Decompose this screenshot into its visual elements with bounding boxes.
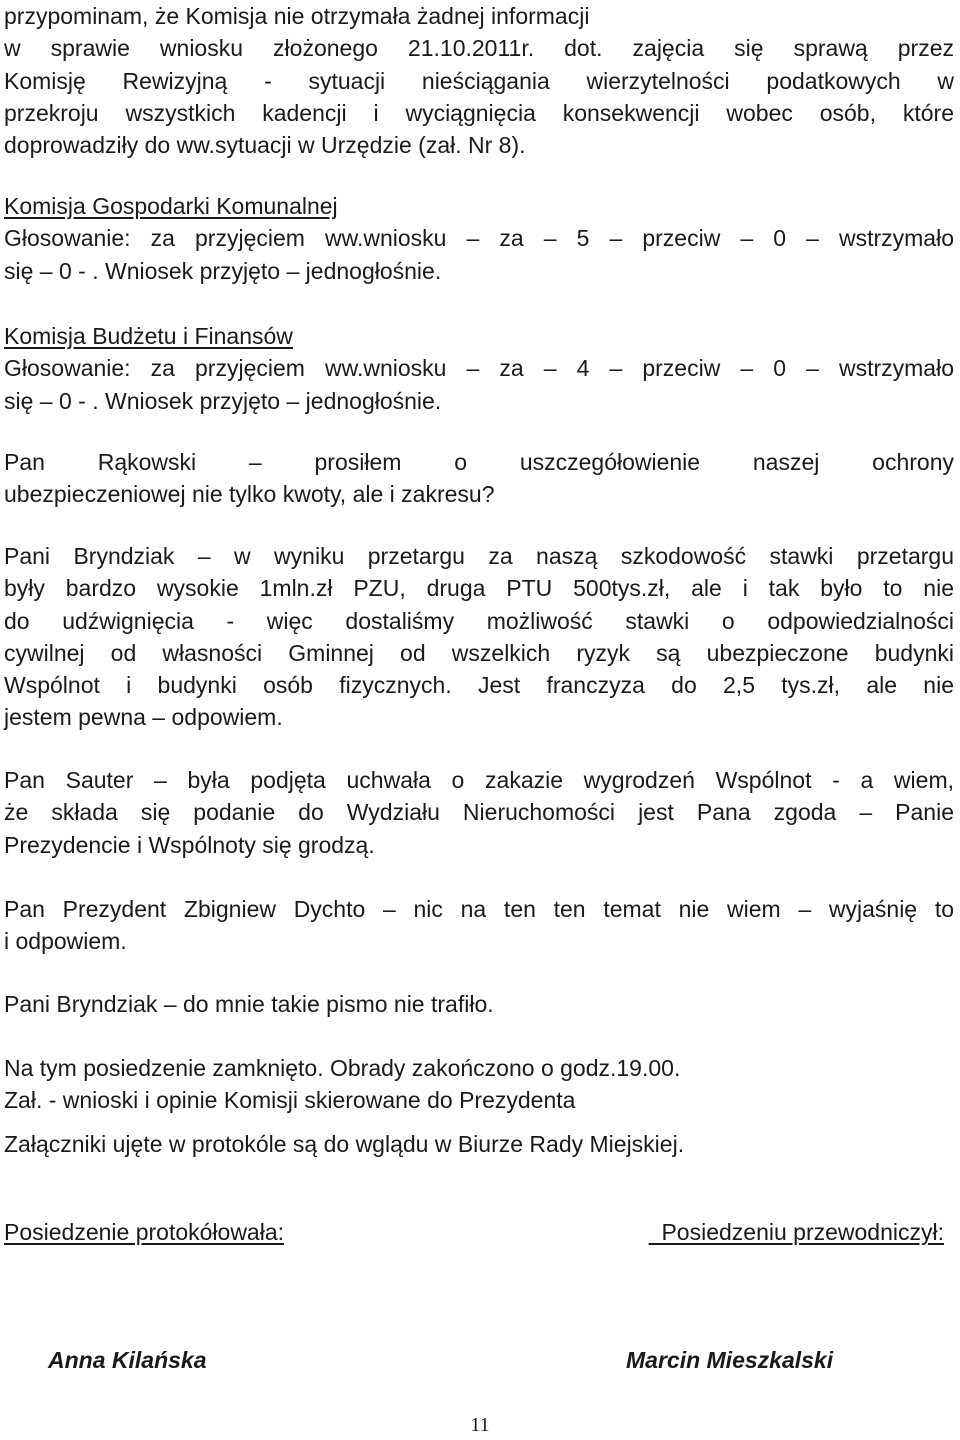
signature-label-left: Posiedzenie protokółowała: [4,1219,285,1245]
text-line: przypominam, że Komisja nie otrzymała żadnej informacji [4,3,590,29]
text-line: cywilnej od własności Gminnej od wszelkich ryzyk są ubezpieczone budynki [4,639,954,666]
text-line: do udźwignięcia - więc dostaliśmy możliwość stawki o odpowiedzialności [4,607,954,634]
section-heading: Komisja Gospodarki Komunalnej [4,193,338,219]
text-line: się – 0 - . Wniosek przyjęto – jednogłośnie. [4,257,442,284]
text-line: się – 0 - . Wniosek przyjęto – jednogłośnie. [4,387,442,414]
paragraph-vote-budget [4,320,954,417]
text-line: przekroju wszystkich kadencji i wyciągnięcia konsekwencji wobec osób, które [4,99,954,126]
text-line: Pan Rąkowski – prosiłem o uszczegółowienie naszej ochrony [4,449,954,475]
text-line: Prezydencie i Wspólnoty się grodzą. [4,831,375,858]
text-line: Wspólnot i budynki osób fizycznych. Jest franczyza do 2,5 tys.zł, ale nie [4,672,954,699]
paragraph-bryndziak-short [4,988,954,1020]
paragraph-closing [4,1052,954,1117]
text-line: że składa się podanie do Wydziału Nieruchomości jest Pana zgoda – Panie [4,799,954,826]
text-line: Pan Sauter – była podjęta uchwała o zakazie wygrodzeń Wspólnot - a wiem, [4,767,954,793]
text-line: Głosowanie: za przyjęciem ww.wniosku – za – 4 – przeciw – 0 – wstrzymało [4,355,954,382]
text-line: Komisję Rewizyjną - sytuacji nieściągania wierzytelności podatkowych w [4,67,954,94]
paragraph-vote-communal [4,190,954,287]
text-line: i odpowiem. [4,928,127,955]
text-line: były bardzo wysokie 1mln.zł PZU, druga PTU 500tys.zł, ale i tak było to nie [4,575,954,602]
text-line: ubezpieczeniowej nie tylko kwoty, ale i zakresu? [4,481,495,508]
text-line: doprowadziły do ww.sytuacji w Urzędzie (zał. Nr 8). [4,132,526,159]
signature-name-left: Anna Kilańska [48,1347,207,1373]
text-line: Pani Bryndziak – w wyniku przetargu za naszą szkodowość stawki przetargu [4,543,954,569]
text-line: Zał. - wnioski i opinie Komisji skierowane do Prezydenta [4,1087,576,1114]
text-line: jestem pewna – odpowiem. [4,704,283,731]
paragraph-attachments [4,1128,954,1160]
text-line: w sprawie wniosku złożonego 21.10.2011r. dot. zajęcia się sprawą przez [4,35,954,62]
section-heading: Komisja Budżetu i Finansów [4,323,293,349]
paragraph-president [4,893,954,958]
paragraph-rakowski [4,446,954,511]
signature-label-right: Posiedzeniu przewodniczył: [648,1219,944,1245]
paragraph-bryndziak-answer [4,540,954,734]
text-line: Na tym posiedzenie zamknięto. Obrady zakończono o godz.19.00. [4,1055,681,1081]
text-line: Pan Prezydent Zbigniew Dychto – nic na ten ten temat nie wiem – wyjaśnię to [4,896,954,922]
text-line: Załączniki ujęte w protokóle są do wglądu w Biurze Rady Miejskiej. [4,1131,685,1157]
signature-name-right: Marcin Mieszkalski [626,1347,834,1373]
page-number: 11 [470,1414,490,1436]
text-line: Głosowanie: za przyjęciem ww.wniosku – za – 5 – przeciw – 0 – wstrzymało [4,225,954,252]
paragraph-request-info [4,0,954,161]
text-line: Pani Bryndziak – do mnie takie pismo nie trafiło. [4,991,494,1017]
paragraph-sauter [4,764,954,861]
signature-labels [4,1216,944,1248]
